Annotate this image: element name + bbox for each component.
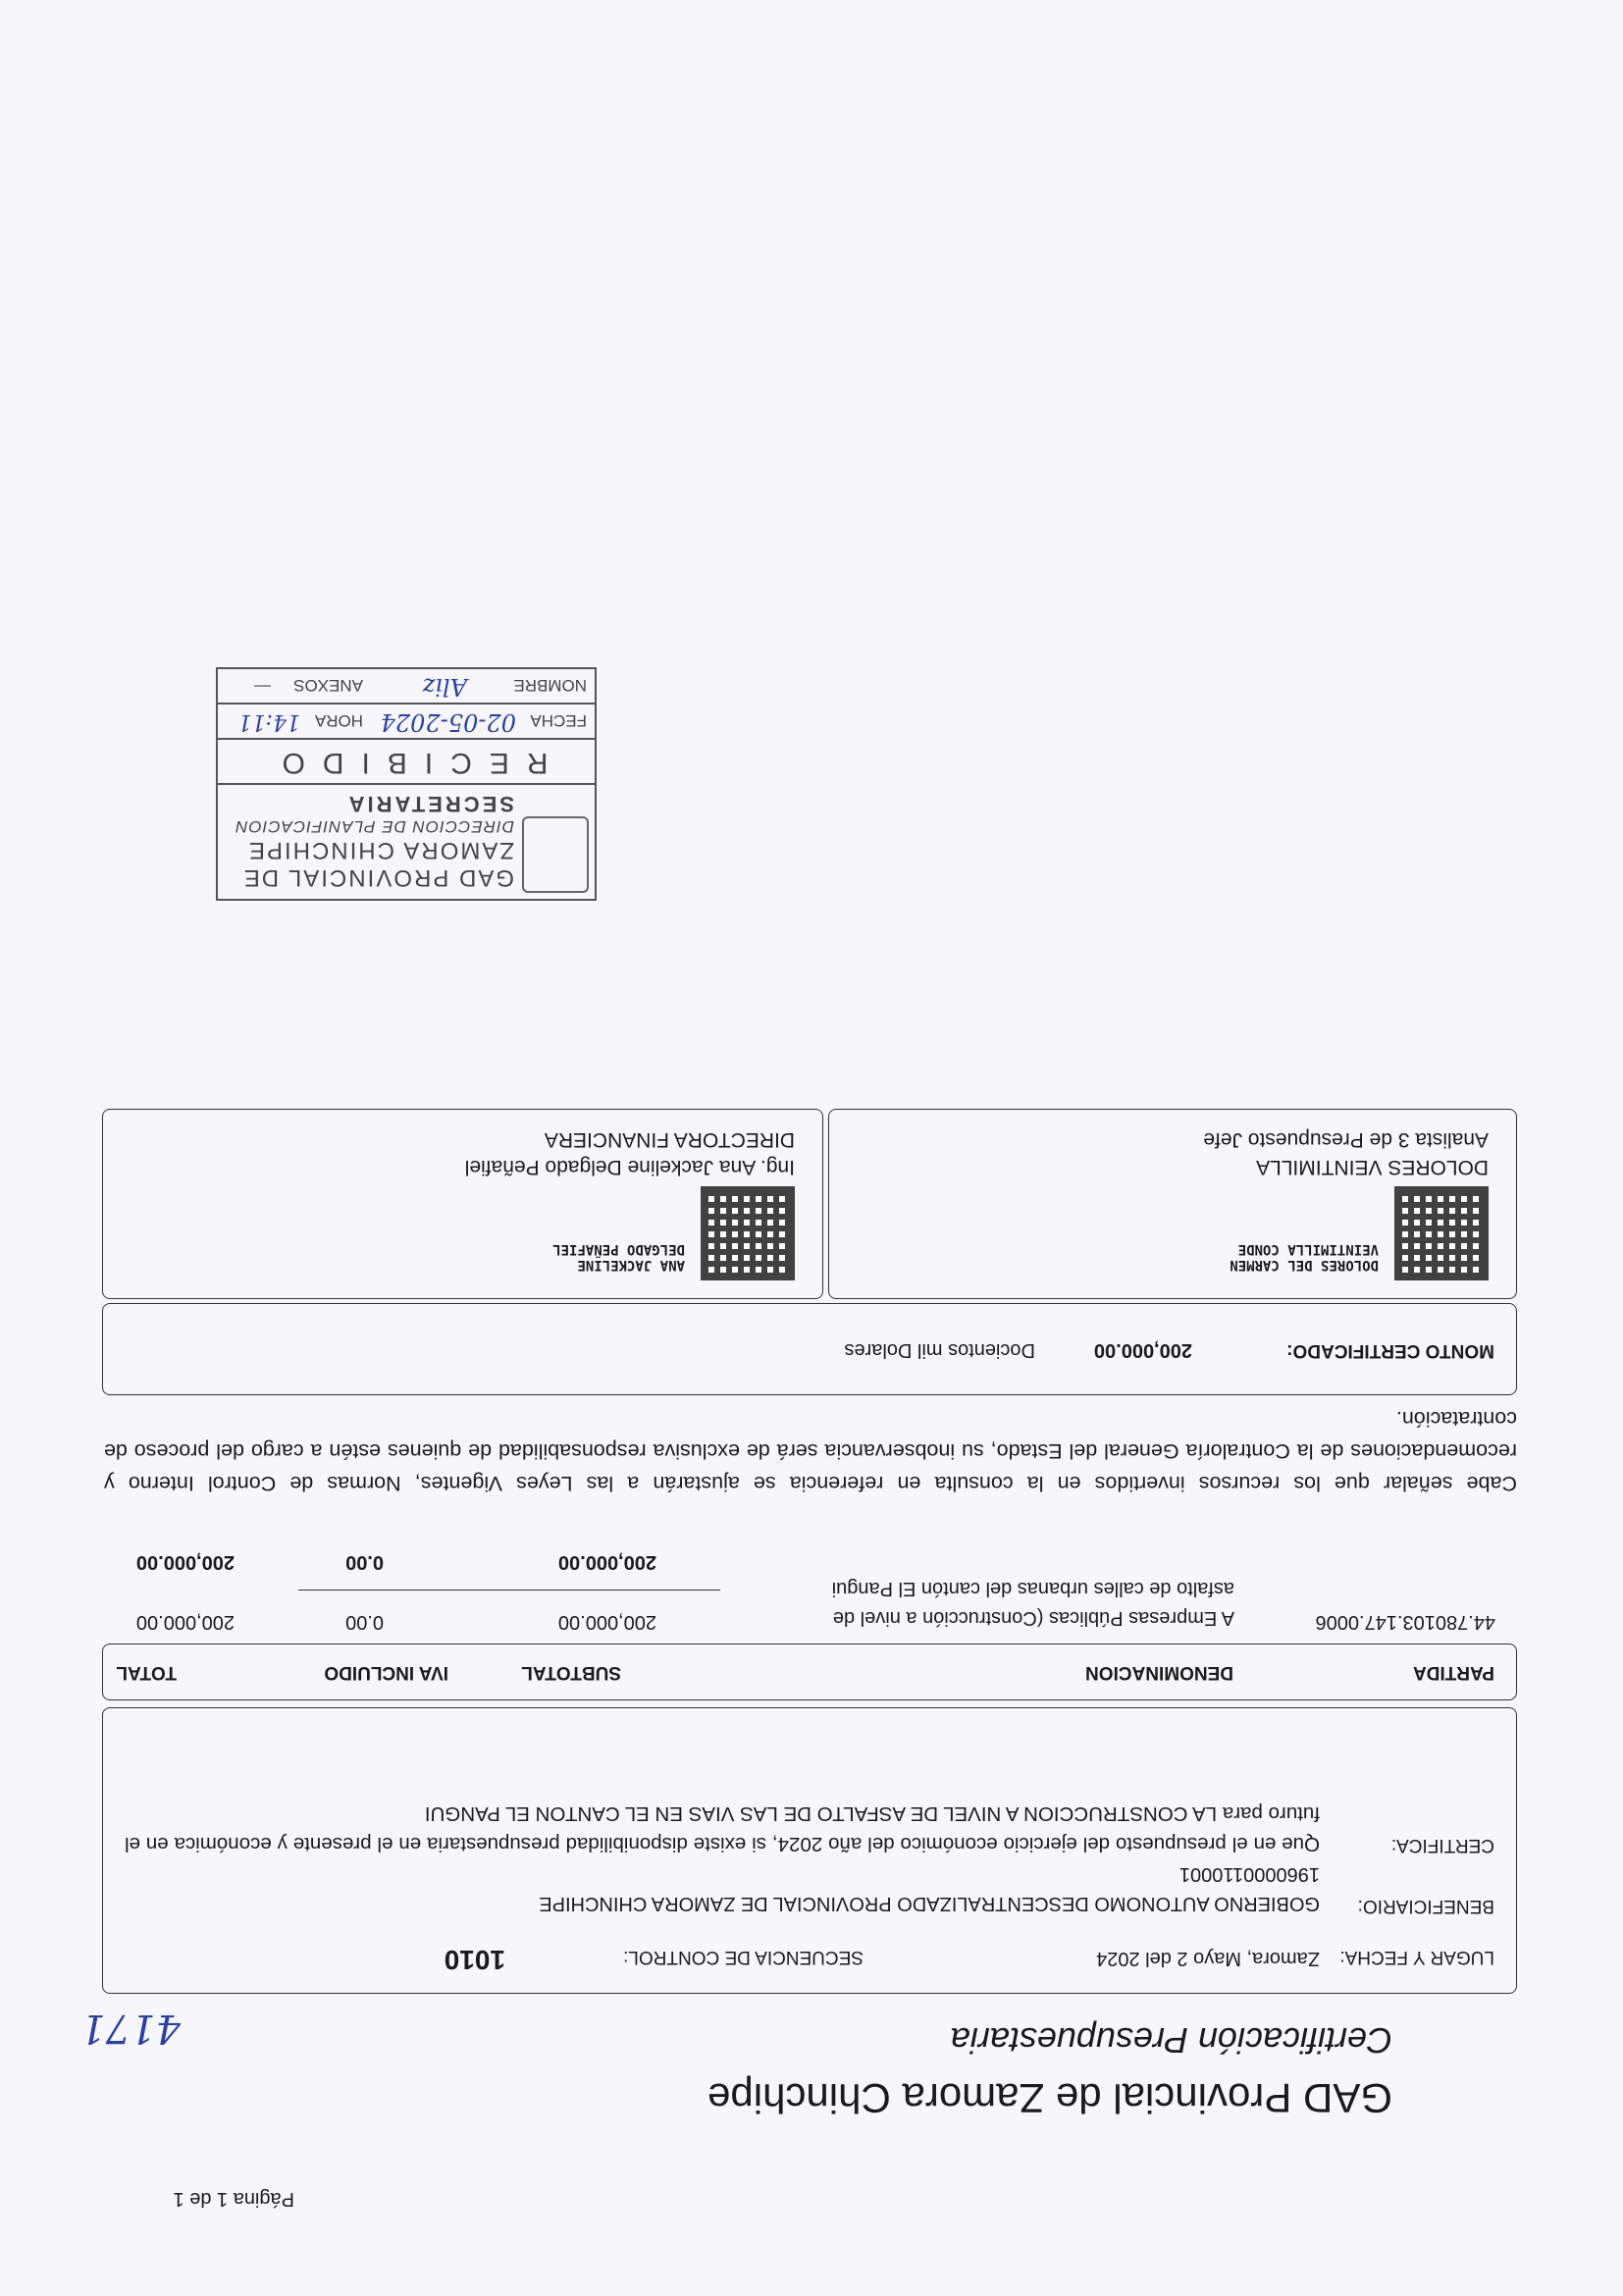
row-partida: 44.780103.147.0006 [1315, 1611, 1495, 1633]
signature-box-analyst [828, 1109, 1517, 1299]
stamp-line-3: DIRECCION DE PLANIFICACION [235, 817, 514, 836]
qr-code-icon [1394, 1186, 1489, 1280]
monto-label: MONTO CERTIFICADO: [1286, 1340, 1494, 1361]
signer-name: Ing. Ana Jackeline Delgado Peñafiel [464, 1156, 795, 1178]
stamp-anexos-value: — [254, 678, 271, 697]
stamp-hora-label: HORA [314, 711, 363, 730]
stamp-line-4: SECRETARIA [345, 792, 514, 816]
col-denominacion: DENOMINACION [1085, 1662, 1233, 1683]
total-iva: 0.00 [345, 1551, 384, 1573]
stamp-nombre-value: Aliz [422, 673, 467, 701]
monto-certificado-box [102, 1303, 1517, 1395]
document-title: Certificación Presupuestaria [950, 2020, 1392, 2061]
total-subtotal: 200,000.00 [557, 1551, 656, 1573]
monto-words: Docientos mil Dolares [844, 1339, 1035, 1361]
stamp-recibido: RECIBIDO [218, 746, 595, 785]
signer-director [465, 1125, 795, 1180]
stamp-nombre-row [218, 669, 595, 704]
beneficiario-id: 1960000110001 [1178, 1863, 1320, 1885]
col-partida: PARTIDA [1412, 1662, 1494, 1683]
signer-analyst [1203, 1125, 1489, 1180]
signer-name: DOLORES VEINTIMILLA [1256, 1156, 1489, 1178]
stamp-line-1: GAD PROVINCIAL DE [241, 864, 514, 891]
qr-line-2: DELGADO PEÑAFIEL [552, 1241, 685, 1257]
certification-info-box [102, 1707, 1517, 1994]
monto-value: 200,000.00 [1093, 1339, 1192, 1361]
col-total: TOTAL [116, 1662, 177, 1683]
stamp-fecha-value: 02-05-2024 [380, 708, 516, 736]
row-total: 200,000.00 [135, 1611, 235, 1633]
totals-divider [298, 1590, 720, 1591]
received-stamp [216, 667, 597, 901]
row-subtotal: 200,000.00 [557, 1611, 656, 1633]
organization-name: GAD Provincial de Zamora Chinchipe [707, 2075, 1392, 2121]
lugar-label: LUGAR Y FECHA: [1339, 1947, 1494, 1967]
legal-paragraph: Cabe señalar que los recursos invertidos en la consulta en referencia se ajustarán a las Leyes Vigentes, Normas de Control Interno y recomendaciones de la Contraloría General del Estado, su inobservancia será de exclusiva responsabilidad de quienes estén a cargo del proceso de contratación. [104, 1407, 1517, 1495]
stamp-anexos-label: ANEXOS [293, 676, 363, 695]
stamp-fecha-row [218, 704, 595, 740]
stamp-line-2: ZAMORA CHINCHIPE [246, 837, 514, 863]
beneficiario-label: BENEFICIARIO: [1357, 1896, 1494, 1916]
total-total: 200,000.00 [135, 1551, 235, 1573]
qr-signer-text [1230, 1241, 1379, 1273]
table-header [102, 1644, 1517, 1700]
qr-signer-text [552, 1241, 685, 1273]
row-denominacion [832, 1574, 1234, 1633]
qr-line-1: DOLORES DEL CARMEN [1230, 1257, 1379, 1273]
row-iva: 0.00 [345, 1611, 384, 1633]
page-info: Página 1 de 1 [173, 2188, 294, 2210]
qr-code-icon [701, 1186, 795, 1280]
stamp-nombre-label: NOMBRE [513, 676, 587, 695]
certifica-label: CERTIFICA: [1390, 1835, 1494, 1855]
certifica-text: Que en el presupuesto del ejercicio económico del año 2024, si existe disponibilidad presupuestaria en el presente y económica en el futuro para LA CONSTRUCCION A NIVEL DE ASFALTO DE LAS VIAS EN EL CANTON EL PANGUI [125, 1802, 1320, 1855]
col-subtotal: SUBTOTAL [521, 1662, 621, 1683]
row-denominacion-line2: asfalto de calles urbanas del cantón El Pangui [831, 1578, 1234, 1599]
signer-title: Analista 3 de Presupuesto Jefe [1203, 1128, 1489, 1151]
handwritten-number: 4171 [80, 2006, 181, 2051]
col-iva: IVA INCLUIDO [324, 1662, 448, 1683]
secuencia-label: SECUENCIA DE CONTROL: [623, 1947, 864, 1967]
qr-line-1: ANA JACKELINE [577, 1257, 685, 1273]
qr-line-2: VEINTIMILLA CONDE [1237, 1241, 1379, 1257]
row-denominacion-line1: A Empresas Públicas (Construcción a nivel de [832, 1607, 1234, 1629]
seal-icon [522, 816, 589, 893]
secuencia-value: 1010 [444, 1945, 505, 1975]
signature-box-director [102, 1109, 823, 1299]
signer-title: DIRECTORA FINANCIERA [544, 1128, 795, 1151]
beneficiario-name: GOBIERNO AUTONOMO DESCENTRALIZADO PROVINCIAL DE ZAMORA CHINCHIPE [539, 1893, 1320, 1914]
lugar-value: Zamora, Mayo 2 del 2024 [1096, 1948, 1320, 1969]
stamp-hora-value: 14:11 [237, 709, 300, 734]
stamp-fecha-label: FECHA [530, 711, 587, 730]
beneficiario-value [539, 1859, 1320, 1918]
